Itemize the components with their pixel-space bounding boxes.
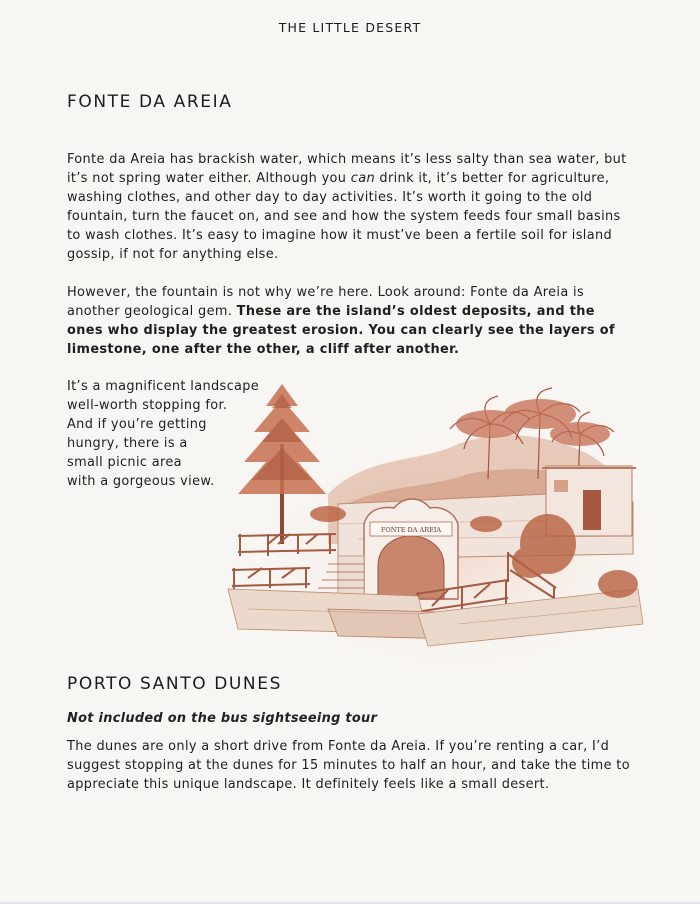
fountain [364,499,458,599]
paragraph-text: However, the fountain is not why we’re here. Look around: Fonte da Areia is another geological gem. [67,285,585,319]
fountain-sign: FONTE DA AREIA [380,526,442,534]
text-line: And if you’re getting [67,417,207,432]
section-title-porto-santo-dunes: PORTO SANTO DUNES [67,674,282,694]
section-title-fonte-da-areia: FONTE DA AREIA [67,92,233,112]
running-header: THE LITTLE DESERT [278,20,422,35]
bold-text: These are the island’s oldest deposits, and the ones who display the greatest erosion. You can clearly see the layers of limestone, one after the other, a cliff after another. [67,304,615,357]
paragraph-text: Fonte da Areia has brackish water, which means it’s less salty than sea water, but it’s not spring water either. Although you [67,152,627,186]
paragraph-text: drink it, it’s better for agriculture, washing clothes, and other day to day activities. It’s worth it going to the old fountain, turn the faucet on, and see and how the system feeds four small basins to wash clothes. It’s easy to imagine how it must’ve been a fertile soil for island gossip, if not for anything else. [67,171,621,262]
emphasis-text: can [350,171,375,186]
text-line: hungry, there is a [67,436,188,451]
section-subtitle: Not included on the bus sightseeing tour [67,711,378,726]
text-line: well-worth stopping for. [67,398,228,413]
paragraph-geological-gem [67,283,632,359]
text-line: small picnic area [67,455,182,470]
paragraph-dunes: The dunes are only a short drive from Fonte da Areia. If you’re renting a car, I’d suggest stopping at the dunes for 15 minutes to half an hour, and take the time to appreciate this unique landscape. It definitely feels like a small desert. [67,739,630,792]
text-line: with a gorgeous view. [67,474,215,489]
paragraph-brackish-water [67,150,632,264]
fountain-illustration [218,384,650,660]
text-line: It’s a magnificent landscape [67,379,260,394]
